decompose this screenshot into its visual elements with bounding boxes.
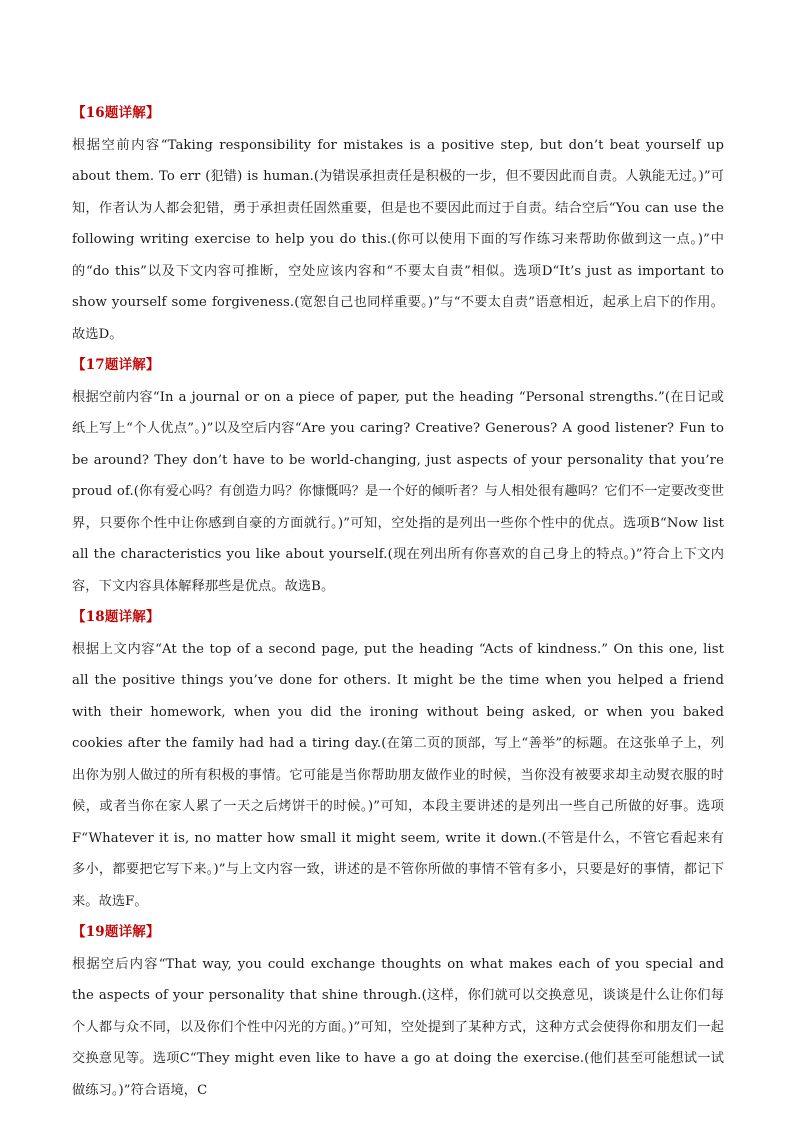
explanation-section-16	[72, 98, 724, 350]
section-body: 根据上文内容“At the top of a second page, put the heading “Acts of kindness.” On this one, list all the positive things you’ve done for others. It might be the time when you helped a friend with their homework, when you did the ironing without being asked, or when you baked cookies after the family had had a tiring day.(在第二页的顶部，写上“善举”的标题。在这张单子上，列出你为别人做过的所有积极的事情。它可能是当你帮助朋友做作业的时候，当你没有被要求却主动熨衣服的时候，或者当你在家人累了一天之后烤饼干的时候。)”可知，本段主要讲述的是列出一些自己所做的好事。选项F“Whatever it is, no matter how small it might seem, write it down.(不管是什么，不管它看起来有多小，都要把它写下来。)”与上文内容一致，讲述的是不管你所做的事情不管有多小，只要是好的事情，都记下来。故选F。	[72, 641, 724, 909]
answer-explanations	[72, 98, 724, 1106]
section-body: 根据空后内容“That way, you could exchange thoughts on what makes each of you special and the aspects of your personality that shine through.(这样，你们就可以交换意见，谈谈是什么让你们每个人都与众不同，以及你们个性中闪光的方面。)”可知，空处提到了某种方式，这种方式会使得你和朋友们一起交换意见等。选项C“They might even like to have a go at doing the exercise.(他们甚至可能想试一试做练习。)”符合语境，C	[72, 956, 724, 1098]
explanation-section-18	[72, 602, 724, 917]
section-body: 根据空前内容“In a journal or on a piece of paper, put the heading “Personal strengths.”(在日记或纸上写上“个人优点”。)”以及空后内容“Are you caring? Creative? Generous? A good listener? Fun to be around? They don’t have to be world-changing, just aspects of your personality that you’re proud of.(你有爱心吗？有创造力吗？你慷慨吗？是一个好的倾听者？与人相处很有趣吗？它们不一定要改变世界，只要你个性中让你感到自豪的方面就行。)”可知，空处指的是列出一些你个性中的优点。选项B“Now list all the characteristics you like about yourself.(现在列出所有你喜欢的自己身上的特点。)”符合上下文内容，下文内容具体解释那些是优点。故选B。	[72, 389, 724, 594]
section-heading: 【17题详解】	[72, 357, 160, 373]
section-body: 根据空前内容“Taking responsibility for mistakes is a positive step, but don’t beat yourself up about them. To err (犯错) is human.(为错误承担责任是积极的一步，但不要因此而自责。人孰能无过。)”可知，作者认为人都会犯错，勇于承担责任固然重要，但是也不要因此而过于自责。结合空后“You can use the following writing exercise to help you do this.(你可以使用下面的写作练习来帮助你做到这一点。)”中的“do this”以及下文内容可推断，空处应该内容和“不要太自责”相似。选项D“It’s just as important to show yourself some forgiveness.(宽恕自己也同样重要。)”与“不要太自责”语意相近，起承上启下的作用。故选D。	[72, 137, 724, 342]
section-heading: 【18题详解】	[72, 609, 160, 625]
explanation-section-17	[72, 350, 724, 602]
explanation-section-19	[72, 917, 724, 1106]
section-heading: 【19题详解】	[72, 924, 160, 940]
section-heading: 【16题详解】	[72, 105, 160, 121]
